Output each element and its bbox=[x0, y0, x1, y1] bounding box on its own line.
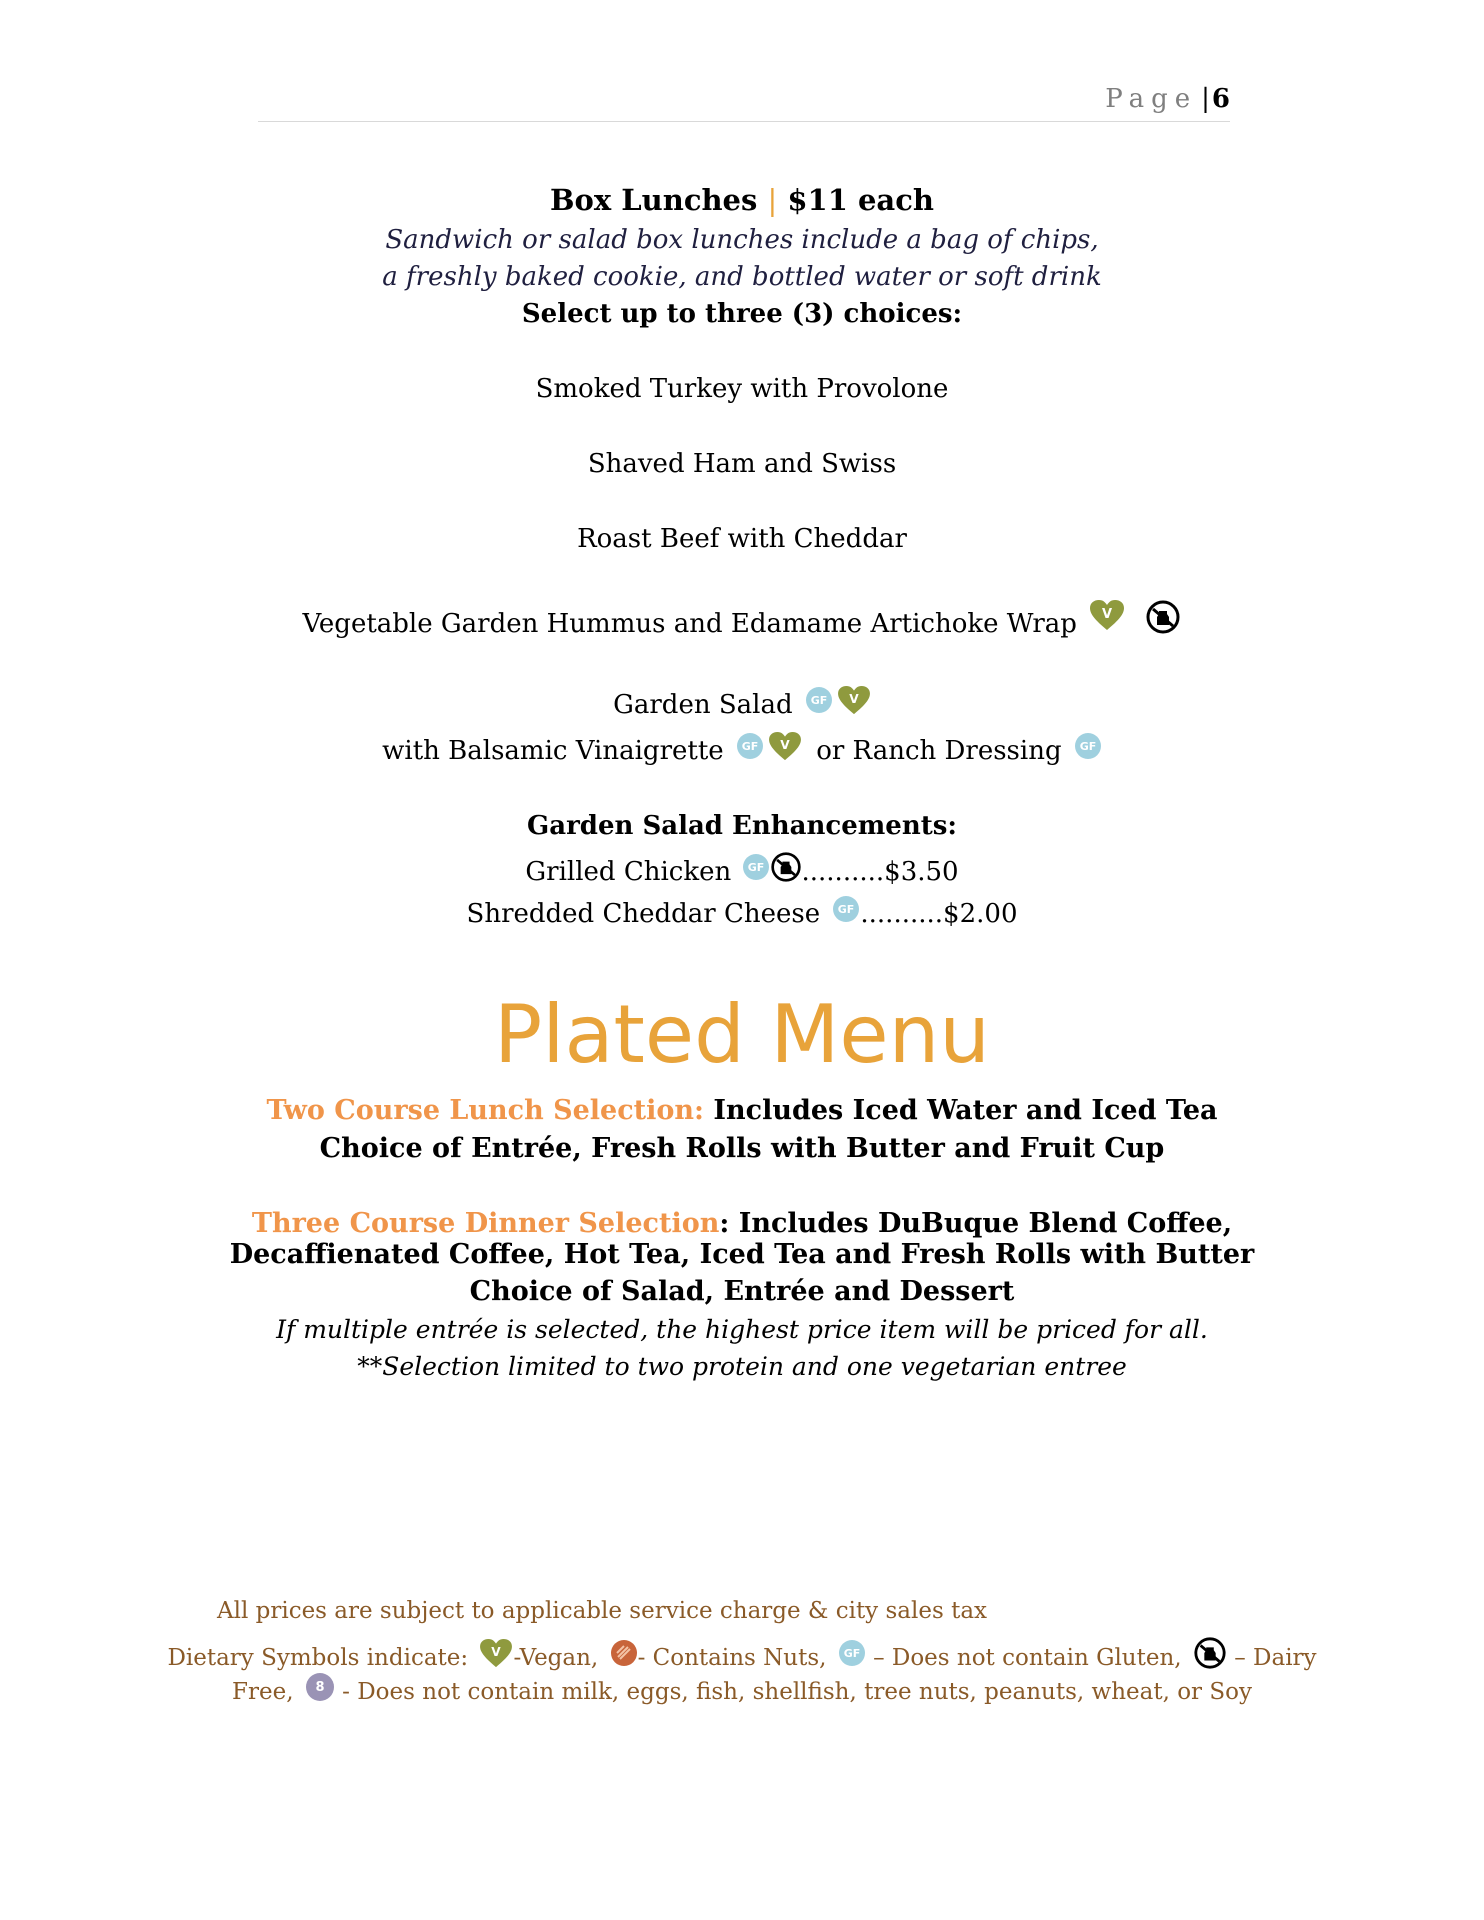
two-course-text: Includes Iced Water and Iced Tea bbox=[704, 1095, 1218, 1126]
title-separator: | bbox=[767, 183, 778, 217]
enhancement-dots: .......... bbox=[860, 899, 944, 929]
svg-text:V: V bbox=[849, 691, 859, 706]
gluten-free-icon bbox=[832, 895, 860, 923]
three-course-label: Three Course Dinner Selection bbox=[251, 1208, 720, 1239]
dietary-legend-continued bbox=[0, 1678, 1484, 1708]
dairy-free-icon bbox=[1193, 1636, 1227, 1670]
menu-item: Shaved Ham and Swiss bbox=[587, 449, 897, 479]
legend-nuts: - Contains Nuts, bbox=[637, 1645, 827, 1671]
page-number: 6 bbox=[1211, 84, 1230, 114]
svg-text:GF: GF bbox=[741, 740, 759, 753]
svg-text:GF: GF bbox=[747, 861, 764, 874]
menu-item-label: Garden Salad bbox=[613, 690, 793, 720]
legend-intro: Dietary Symbols indicate: bbox=[167, 1645, 469, 1671]
two-course-details: Choice of Entrée, Fresh Rolls with Butter and Fruit Cup bbox=[319, 1133, 1165, 1164]
svg-text:8: 8 bbox=[315, 1680, 325, 1695]
legend-allergen: - Does not contain milk, eggs, fish, shellfish, tree nuts, peanuts, wheat, or Soy bbox=[342, 1679, 1252, 1705]
vegan-icon-letter: V bbox=[1102, 607, 1113, 622]
page-separator: | bbox=[1201, 84, 1210, 114]
menu-item: Roast Beef with Cheddar bbox=[577, 524, 907, 554]
gluten-free-icon bbox=[805, 686, 833, 714]
plated-note: If multiple entrée is selected, the highest price item will be priced for all. bbox=[276, 1315, 1208, 1344]
enhancement-name: Grilled Chicken bbox=[525, 857, 732, 887]
enhancements-title: Garden Salad Enhancements: bbox=[527, 811, 957, 841]
page-label: Page bbox=[1105, 84, 1198, 114]
dressing-ranch: or Ranch Dressing bbox=[816, 736, 1062, 766]
svg-text:GF: GF bbox=[838, 903, 855, 916]
vegan-icon bbox=[1089, 599, 1125, 631]
dietary-legend bbox=[0, 1642, 1484, 1676]
plated-note: **Selection limited to two protein and one vegetarian entree bbox=[357, 1352, 1127, 1381]
gluten-free-icon bbox=[742, 853, 770, 881]
tax-note: All prices are subject to applicable service charge & city sales tax bbox=[216, 1598, 988, 1624]
vegan-icon bbox=[768, 731, 802, 761]
dairy-free-icon bbox=[770, 851, 802, 883]
svg-text:V: V bbox=[780, 737, 790, 752]
legend-dairy-cont: Free, bbox=[232, 1679, 294, 1705]
menu-item-label: Vegetable Garden Hummus and Edamame Artichoke Wrap bbox=[302, 609, 1077, 639]
enhancement-row bbox=[0, 899, 1484, 929]
dressing-line bbox=[0, 736, 1484, 767]
legend-vegan: -Vegan, bbox=[513, 1645, 599, 1671]
enhancement-dots: .......... bbox=[801, 857, 885, 887]
nuts-icon bbox=[610, 1639, 638, 1667]
plated-menu-title: Plated Menu bbox=[494, 988, 990, 1081]
two-course-line bbox=[0, 1095, 1484, 1126]
three-course-text: : Includes DuBuque Blend Coffee, bbox=[719, 1208, 1233, 1239]
box-lunches-description-1: Sandwich or salad box lunches include a bag of chips, bbox=[385, 225, 1099, 255]
box-lunches-price: $11 each bbox=[787, 183, 934, 217]
three-course-details: Decaffienated Coffee, Hot Tea, Iced Tea and Fresh Rolls with Butter bbox=[229, 1239, 1255, 1270]
two-course-label: Two Course Lunch Selection: bbox=[266, 1095, 704, 1126]
legend-gluten: – Does not contain Gluten, bbox=[873, 1645, 1182, 1671]
enhancement-price: $3.50 bbox=[884, 857, 959, 887]
page-header bbox=[258, 84, 1230, 122]
gluten-free-icon bbox=[736, 732, 764, 760]
dairy-free-icon bbox=[1145, 599, 1181, 635]
enhancement-price: $2.00 bbox=[943, 899, 1018, 929]
svg-text:GF: GF bbox=[843, 1647, 861, 1660]
allergen-free-icon bbox=[305, 1672, 335, 1702]
enhancement-name: Shredded Cheddar Cheese bbox=[466, 899, 821, 929]
svg-text:V: V bbox=[491, 1644, 502, 1659]
menu-item-garden-salad bbox=[0, 690, 1484, 721]
svg-text:GF: GF bbox=[1079, 740, 1097, 753]
three-course-choices: Choice of Salad, Entrée and Dessert bbox=[469, 1276, 1015, 1307]
dressing-balsamic: with Balsamic Vinaigrette bbox=[382, 736, 724, 766]
svg-text:GF: GF bbox=[810, 694, 828, 707]
menu-item-wrap bbox=[0, 607, 1484, 643]
vegan-icon bbox=[837, 685, 871, 715]
box-lunches-description-2: a freshly baked cookie, and bottled water or soft drink bbox=[382, 262, 1102, 292]
box-lunches-heading bbox=[0, 183, 1484, 217]
legend-dairy: – Dairy bbox=[1234, 1645, 1317, 1671]
gluten-free-icon bbox=[838, 1639, 866, 1667]
box-lunches-title: Box Lunches bbox=[550, 183, 758, 217]
vegan-icon bbox=[479, 1638, 513, 1668]
three-course-line bbox=[0, 1208, 1484, 1239]
select-note: Select up to three (3) choices: bbox=[521, 299, 963, 329]
menu-item: Smoked Turkey with Provolone bbox=[535, 374, 949, 404]
gluten-free-icon bbox=[1074, 732, 1102, 760]
enhancement-row bbox=[0, 857, 1484, 889]
